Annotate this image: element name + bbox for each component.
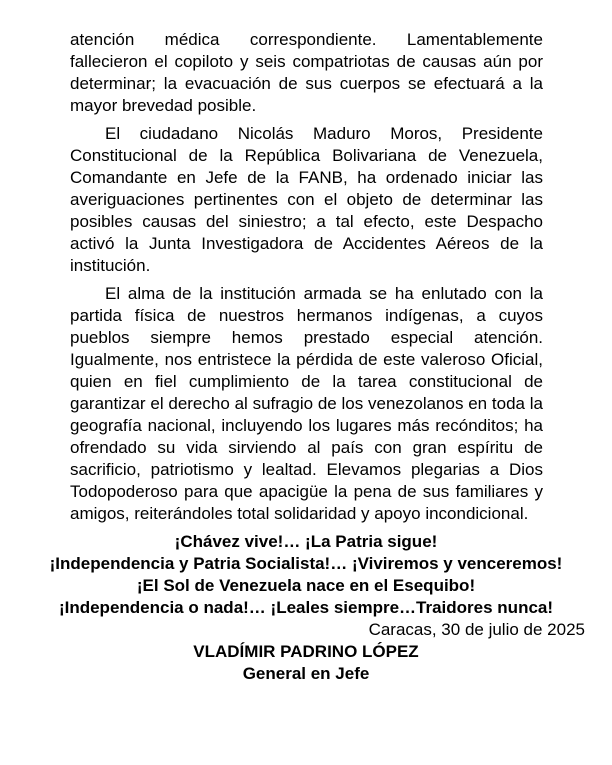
body-text-block xyxy=(70,29,543,525)
paragraph-president-orders: El ciudadano Nicolás Maduro Moros, Presidente Constitucional de la República Bolivariana de Venezuela, Comandante en Jefe de la FANB, ha ordenado iniciar las averiguaciones pertinentes con el objeto de determinar las posibles causas del siniestro; a tal efecto, este Despacho activó la Junta Investigadora de Accidentes Aéreos de la institución. xyxy=(70,124,543,275)
slogan-line-3: ¡El Sol de Venezuela nace en el Esequibo! xyxy=(136,576,476,595)
signature-title: General en Jefe xyxy=(242,664,370,683)
slogan-line-1: ¡Chávez vive!… ¡La Patria sigue! xyxy=(174,532,438,551)
slogans-block xyxy=(0,531,612,619)
paragraph-medical-attention: atención médica correspondiente. Lamentablemente fallecieron el copiloto y seis compatriotas de causas aún por determinar; la evacuación de sus cuerpos se efectuará a la mayor brevedad posible. xyxy=(70,30,543,115)
paragraph-condolences: El alma de la institución armada se ha enlutado con la partida física de nuestros hermanos indígenas, a cuyos pueblos siempre hemos prestado especial atención. Igualmente, nos entristece la pérdida de este valeroso Oficial, quien en fiel cumplimiento de la tarea constitucional de garantizar el derecho al sufragio de los venezolanos en toda la geografía nacional, incluyendo los lugares más recónditos; ha ofrendado su vida sirviendo al país con gran espíritu de sacrificio, patriotismo y lealtad. Elevamos plegarias a Dios Todopoderoso para que apacigüe la pena de sus familiares y amigos, reiterándoles total solidaridad y apoyo incondicional. xyxy=(70,284,543,523)
signature-name: VLADÍMIR PADRINO LÓPEZ xyxy=(193,642,419,661)
dateline: Caracas, 30 de julio de 2025 xyxy=(368,620,585,639)
slogan-line-2: ¡Independencia y Patria Socialista!… ¡Viviremos y venceremos! xyxy=(49,554,563,573)
slogan-line-4: ¡Independencia o nada!… ¡Leales siempre…Traidores nunca! xyxy=(58,598,554,617)
